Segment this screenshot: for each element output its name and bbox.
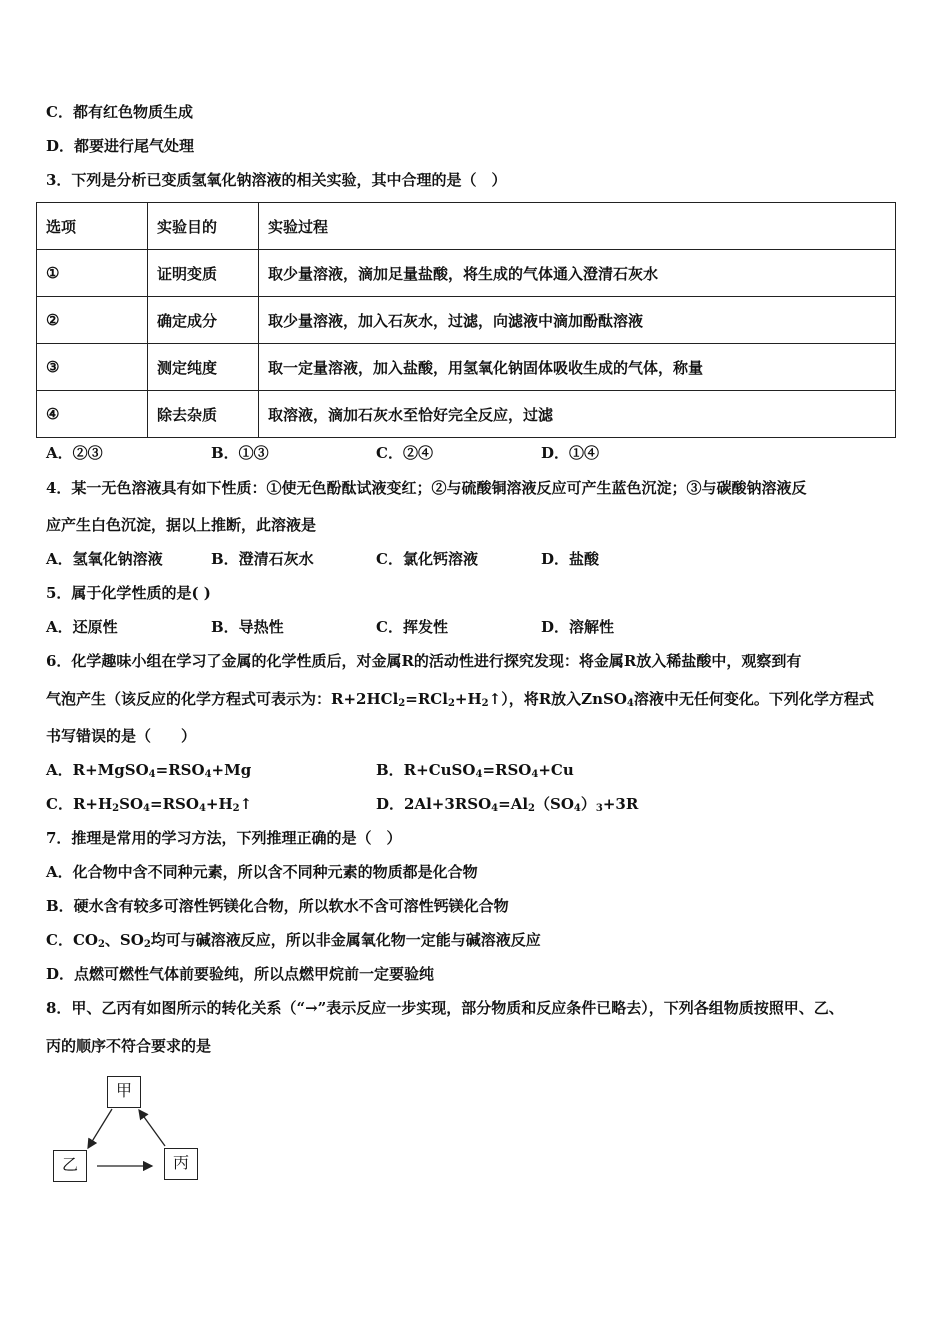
- table-cell: 证明变质: [148, 250, 259, 297]
- q7-option-c: C．$CO_2$、$SO_2$均可与碱溶液反应，所以非金属氧化物一定能与碱溶液反应: [46, 931, 541, 950]
- q3-stem: 3．下列是分析已变质氢氧化钠溶液的相关实验，其中合理的是（ ）: [46, 171, 507, 189]
- q3-option-a: A．②③: [46, 444, 103, 462]
- q7-option-d: D．点燃可燃性气体前要验纯，所以点燃甲烷前一定要验纯: [46, 965, 435, 983]
- q7-option-b: B．硬水含有较多可溶性钙镁化合物，所以软水不含可溶性钙镁化合物: [46, 897, 509, 915]
- q6-option-b: B．$R+CuSO_4=RSO_4+Cu$: [376, 761, 574, 780]
- table-cell: 测定纯度: [148, 344, 259, 391]
- q7-stem: 7．推理是常用的学习方法，下列推理正确的是（ ）: [46, 829, 402, 847]
- q4-option-b: B．澄清石灰水: [211, 550, 314, 568]
- q8-stem-line2: 丙的顺序不符合要求的是: [46, 1037, 212, 1055]
- q5-option-b: B．导热性: [211, 618, 284, 636]
- diagram-node-bing: 丙: [164, 1148, 198, 1180]
- table-cell: 取溶液，滴加石灰水至恰好完全反应，过滤: [259, 391, 896, 438]
- q4-option-c: C．氯化钙溶液: [376, 550, 478, 568]
- q7-option-a: A．化合物中含不同种元素，所以含不同种元素的物质都是化合物: [46, 863, 478, 881]
- q6-option-a: A．$R+MgSO_4=RSO_4+Mg$: [46, 761, 252, 780]
- q5-option-a: A．还原性: [46, 618, 118, 636]
- table-cell: ②: [37, 297, 148, 344]
- q4-stem-line1: 4．某一无色溶液具有如下性质：①使无色酚酞试液变红；②与硫酸铜溶液反应可产生蓝色沉淀；③与碳酸钠溶液反: [46, 479, 807, 497]
- q2-option-c: C．都有红色物质生成: [46, 103, 193, 121]
- q3-option-d: D．①④: [541, 444, 600, 462]
- q6-stem-line1: 6．化学趣味小组在学习了金属的化学性质后，对金属R的活动性进行探究发现：将金属R放入稀盐酸中，观察到有: [46, 652, 802, 670]
- table-cell: ①: [37, 250, 148, 297]
- table-cell: 取一定量溶液，加入盐酸，用氢氧化钠固体吸收生成的气体，称量: [259, 344, 896, 391]
- q4-option-a: A．氢氧化钠溶液: [46, 550, 163, 568]
- table-cell: 确定成分: [148, 297, 259, 344]
- diagram-node-yi: 乙: [53, 1150, 87, 1182]
- arrow-jia-to-yi: [88, 1109, 112, 1148]
- table-header-cell: 选项: [37, 203, 148, 250]
- arrow-bing-to-jia: [139, 1110, 165, 1146]
- table-cell: ③: [37, 344, 148, 391]
- q3-option-b: B．①③: [211, 444, 269, 462]
- q6-stem-line2: 气泡产生（该反应的化学方程式可表示为：$R+2HCl_2=RCl_2+H_2↑$），将R放入ZnSO$_4$溶液中无任何变化。下列化学方程式: [46, 690, 874, 709]
- q5-option-d: D．溶解性: [541, 618, 615, 636]
- table-cell: 取少量溶液，加入石灰水，过滤，向滤液中滴加酚酞溶液: [259, 297, 896, 344]
- q3-option-c: C．②④: [376, 444, 433, 462]
- q4-stem-line2: 应产生白色沉淀，据以上推断，此溶液是: [46, 516, 317, 534]
- table-header-cell: 实验过程: [259, 203, 896, 250]
- q5-stem: 5．属于化学性质的是( ): [46, 584, 211, 602]
- table-cell: 取少量溶液，滴加足量盐酸，将生成的气体通入澄清石灰水: [259, 250, 896, 297]
- table-cell: ④: [37, 391, 148, 438]
- table-header-cell: 实验目的: [148, 203, 259, 250]
- table-cell: 除去杂质: [148, 391, 259, 438]
- q2-option-d: D．都要进行尾气处理: [46, 137, 195, 155]
- q5-option-c: C．挥发性: [376, 618, 448, 636]
- q4-option-d: D．盐酸: [541, 550, 600, 568]
- q6-stem-line3: 书写错误的是（ ）: [46, 727, 197, 745]
- q6-option-d: D．$2Al+3RSO_4=Al_2(SO_4)_3+3R$: [376, 795, 639, 814]
- diagram-node-jia: 甲: [107, 1076, 141, 1108]
- q8-stem-line1: 8．甲、乙丙有如图所示的转化关系（“→”表示反应一步实现，部分物质和反应条件已略去），下列各组物质按照甲、乙、: [46, 999, 844, 1017]
- q6-option-c: C．$R+H_2SO_4=RSO_4+H_2↑$: [46, 795, 253, 814]
